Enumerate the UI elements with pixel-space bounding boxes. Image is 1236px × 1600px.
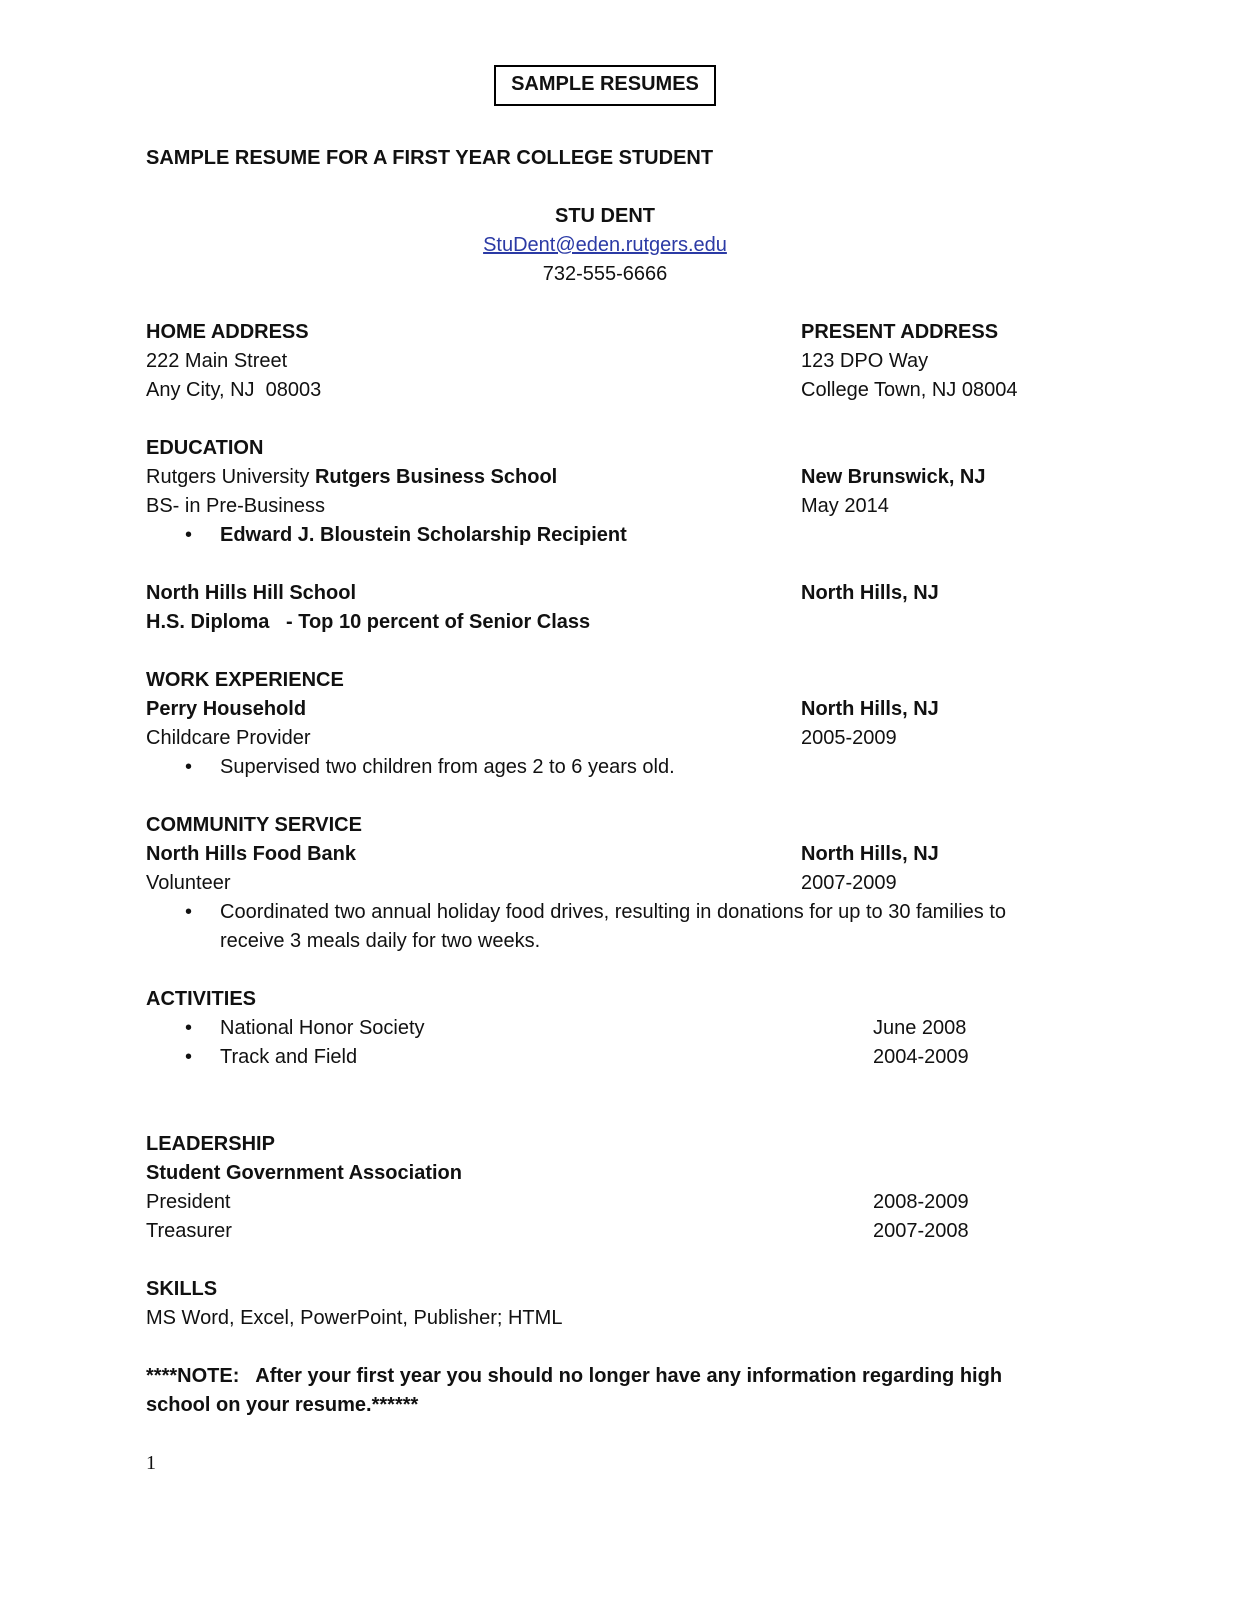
present-address-heading: PRESENT ADDRESS (801, 321, 999, 343)
leadership-role-title: President (146, 1191, 231, 1213)
bullet-icon: • (185, 901, 193, 923)
contact-name: STU DENT (555, 205, 655, 227)
leadership-role-dates: 2008-2009 (873, 1191, 969, 1213)
phone-number: 732-555-6666 (542, 263, 668, 285)
high-school-diploma: H.S. Diploma - Top 10 percent of Senior Class (146, 611, 591, 633)
skills-list: MS Word, Excel, PowerPoint, Publisher; HTML (146, 1307, 563, 1329)
note-text: ****NOTE: After your first year you should no longer have any information regarding high school on your resume.****** (146, 1365, 1008, 1416)
leadership-role-dates: 2007-2008 (873, 1220, 969, 1242)
high-school-name: North Hills Hill School (146, 582, 357, 604)
sample-resumes-banner (494, 65, 716, 106)
work-bullet: Supervised two children from ages 2 to 6 years old. (220, 756, 675, 778)
leadership-role-title: Treasurer (146, 1220, 232, 1242)
activities-heading: ACTIVITIES (146, 988, 257, 1010)
community-bullet: Coordinated two annual holiday food drives, resulting in donations for up to 30 families to receive 3 meals daily for two weeks. (220, 901, 1012, 952)
bullet-icon: • (185, 756, 193, 778)
home-address-line1: 222 Main Street (146, 350, 288, 372)
job-title: Childcare Provider (146, 727, 311, 749)
activity-label: National Honor Society (220, 1017, 425, 1039)
document-content (146, 0, 1064, 1478)
college-degree: BS- in Pre-Business (146, 495, 325, 517)
contact-block (146, 202, 1064, 289)
community-org-name: North Hills Food Bank (146, 843, 356, 865)
email-link[interactable]: StuDent@eden.rutgers.edu (483, 234, 727, 256)
page-number: 1 (146, 1452, 156, 1474)
college-name: Rutgers University (146, 466, 315, 488)
skills-heading: SKILLS (146, 1278, 218, 1300)
job-dates: 2005-2009 (801, 727, 897, 749)
activity-date: June 2008 (873, 1017, 967, 1039)
education-bullet: Edward J. Bloustein Scholarship Recipient (220, 524, 627, 546)
employer-name: Perry Household (146, 698, 307, 720)
home-address-line2: Any City, NJ 08003 (146, 379, 322, 401)
community-dates: 2007-2009 (801, 872, 897, 894)
home-address-heading: HOME ADDRESS (146, 321, 309, 343)
present-address-line1: 123 DPO Way (801, 350, 929, 372)
activity-label: Track and Field (220, 1046, 358, 1068)
community-service-heading: COMMUNITY SERVICE (146, 814, 362, 836)
college-grad-date: May 2014 (801, 495, 889, 517)
present-address-line2: College Town, NJ 08004 (801, 379, 1018, 401)
activity-date: 2004-2009 (873, 1046, 969, 1068)
high-school-location: North Hills, NJ (801, 582, 939, 604)
page-title: SAMPLE RESUME FOR A FIRST YEAR COLLEGE STUDENT (146, 147, 714, 169)
college-school-name: Rutgers Business School (314, 466, 558, 488)
bullet-icon: • (185, 524, 193, 546)
education-heading: EDUCATION (146, 437, 264, 459)
leadership-org-name: Student Government Association (146, 1162, 462, 1184)
bullet-icon: • (185, 1017, 193, 1039)
leadership-heading: LEADERSHIP (146, 1133, 275, 1155)
community-role: Volunteer (146, 872, 231, 894)
employer-location: North Hills, NJ (801, 698, 939, 720)
community-org-location: North Hills, NJ (801, 843, 939, 865)
bullet-icon: • (185, 1046, 193, 1068)
college-location: New Brunswick, NJ (801, 466, 986, 488)
banner-label: SAMPLE RESUMES (511, 73, 699, 95)
work-experience-heading: WORK EXPERIENCE (146, 669, 344, 691)
